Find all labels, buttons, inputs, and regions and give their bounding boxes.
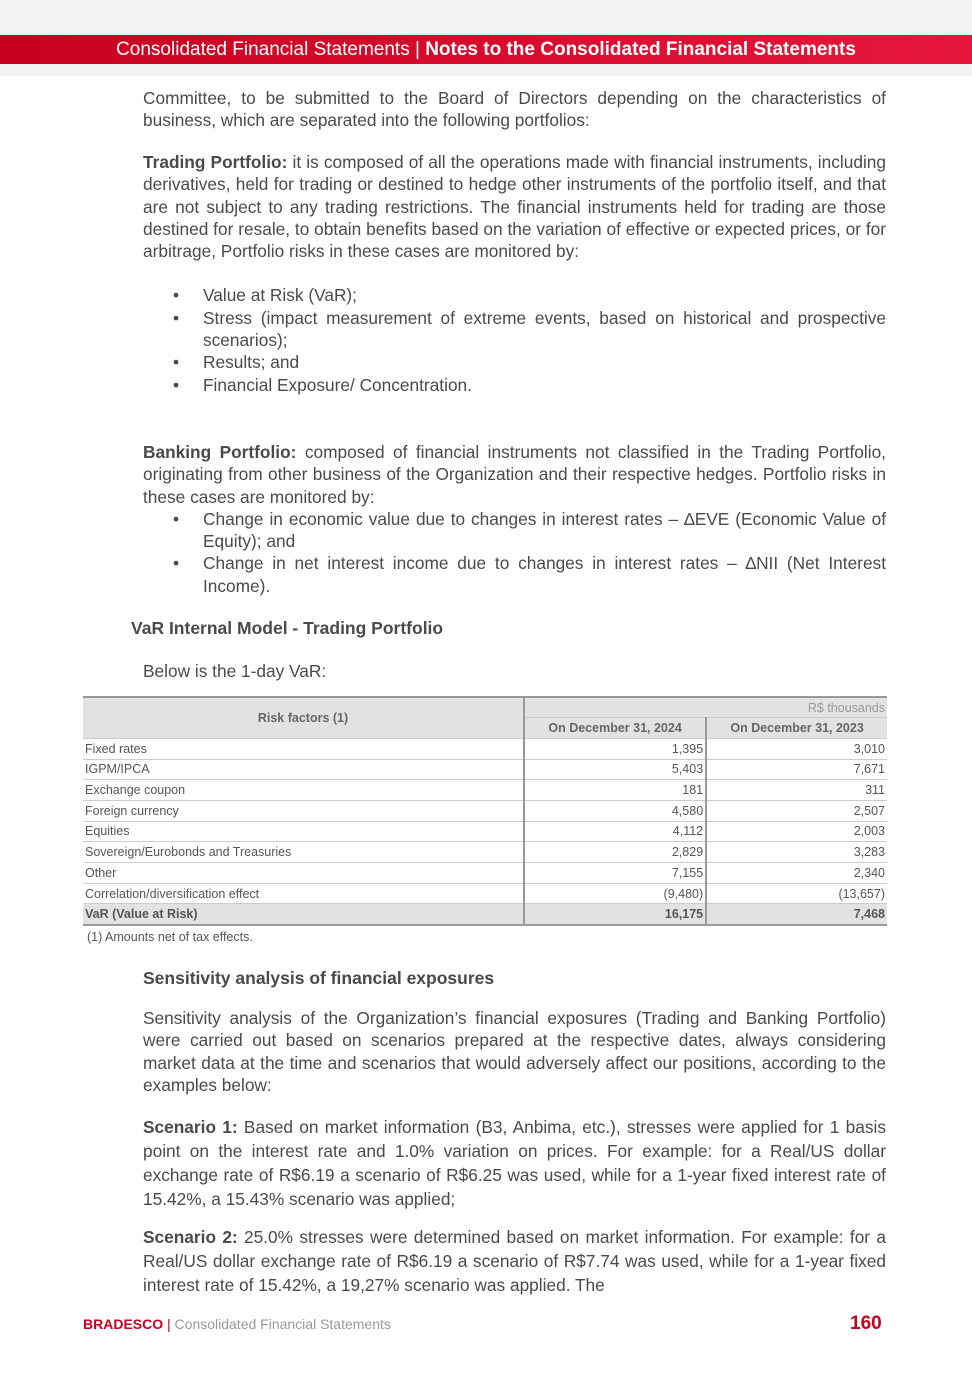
row-label: Sovereign/Eurobonds and Treasuries bbox=[83, 842, 524, 863]
total-label: VaR (Value at Risk) bbox=[83, 904, 524, 925]
header-title: Notes to the Consolidated Financial Statements bbox=[425, 39, 856, 60]
value-2023: 7,671 bbox=[706, 759, 887, 780]
scenario-1-label: Scenario 1: bbox=[143, 1117, 238, 1137]
value-2024: 1,395 bbox=[524, 738, 706, 759]
row-label: Correlation/diversification effect bbox=[83, 883, 524, 904]
value-2024: 5,403 bbox=[524, 759, 706, 780]
banking-label: Banking Portfolio: bbox=[143, 442, 297, 462]
list-item: • Results; and bbox=[143, 351, 886, 373]
table-note: (1) Amounts net of tax effects. bbox=[87, 930, 253, 944]
value-2024: 7,155 bbox=[524, 863, 706, 884]
total-2023: 7,468 bbox=[706, 904, 887, 925]
table-row bbox=[83, 780, 887, 801]
banking-portfolio bbox=[143, 441, 886, 597]
header-banner bbox=[0, 35, 972, 64]
table-row bbox=[83, 863, 887, 884]
footer-brand: BRADESCO bbox=[83, 1316, 164, 1332]
row-label: Foreign currency bbox=[83, 800, 524, 821]
var-heading: VaR Internal Model - Trading Portfolio bbox=[131, 618, 444, 638]
value-2023: (13,657) bbox=[706, 883, 887, 904]
col-2024: On December 31, 2024 bbox=[524, 718, 706, 739]
row-label: Equities bbox=[83, 821, 524, 842]
table-row bbox=[83, 883, 887, 904]
value-2023: 3,283 bbox=[706, 842, 887, 863]
list-item: • Change in net interest income due to changes in interest rates – ∆NII (Net Interest Income). bbox=[143, 552, 886, 597]
banking-text: composed of financial instruments not classified in the Trading Portfolio, originating from other business of the Organization and their respective hedges. Portfolio risks in these cases are monitored by: bbox=[143, 442, 886, 507]
row-label: Other bbox=[83, 863, 524, 884]
page-number: 160 bbox=[850, 1313, 882, 1334]
value-2023: 3,010 bbox=[706, 738, 887, 759]
trading-portfolio bbox=[143, 151, 886, 396]
var-intro: Below is the 1-day VaR: bbox=[143, 661, 327, 681]
footer-separator: | bbox=[163, 1316, 175, 1332]
footer bbox=[83, 1316, 391, 1332]
sensitivity-heading: Sensitivity analysis of financial exposures bbox=[143, 968, 495, 988]
footer-text: Consolidated Financial Statements bbox=[174, 1316, 391, 1332]
value-2023: 2,340 bbox=[706, 863, 887, 884]
table-row bbox=[83, 759, 887, 780]
col-2023: On December 31, 2023 bbox=[706, 718, 887, 739]
table-row bbox=[83, 842, 887, 863]
value-2024: 2,829 bbox=[524, 842, 706, 863]
table-total-row bbox=[83, 904, 887, 925]
row-label: IGPM/IPCA bbox=[83, 759, 524, 780]
header-section: Consolidated Financial Statements bbox=[116, 39, 410, 60]
sensitivity-paragraph: Sensitivity analysis of the Organization’s financial exposures (Trading and Banking Portfolio) were carried out based on scenarios prepared at the respective dates, always considering market data at the time and scenarios that would adversely affect our positions, according to the examples below: bbox=[143, 1008, 886, 1095]
list-item: • Financial Exposure/ Concentration. bbox=[143, 374, 886, 396]
value-2024: (9,480) bbox=[524, 883, 706, 904]
value-2024: 4,112 bbox=[524, 821, 706, 842]
header-separator: | bbox=[414, 39, 420, 60]
value-2024: 181 bbox=[524, 780, 706, 801]
value-2023: 2,003 bbox=[706, 821, 887, 842]
var-table bbox=[83, 696, 887, 926]
list-item: • Change in economic value due to changes in interest rates – ∆EVE (Economic Value of Equity); and bbox=[143, 508, 886, 553]
total-2024: 16,175 bbox=[524, 904, 706, 925]
list-item: • Stress (impact measurement of extreme events, based on historical and prospective scenarios); bbox=[143, 307, 886, 352]
scenario-1-text: Based on market information (B3, Anbima, etc.), stresses were applied for 1 basis point on the interest rate and 1.0% variation on prices. For example: for a Real/US dollar exchange rate of R$6.19 a scenario of R$6.25 was used, while for a 1-year fixed interest rate of 15.42%, a 15.43% scenario was applied; bbox=[143, 1117, 887, 1209]
trading-text: it is composed of all the operations made with financial instruments, including derivatives, held for trading or destined to hedge other instruments of the portfolio itself, and that are not subject to any trading restrictions. The financial instruments held for trading are those destined for resale, to obtain benefits based on the variation of effective or expected prices, or for arbitrage, Portfolio risks in these cases are monitored by: bbox=[143, 152, 887, 262]
value-2024: 4,580 bbox=[524, 800, 706, 821]
scenario-2 bbox=[143, 1225, 886, 1297]
intro-paragraph: Committee, to be submitted to the Board of Directors depending on the characteristics of business, which are separated into the following portfolios: bbox=[143, 88, 886, 131]
row-label: Fixed rates bbox=[83, 738, 524, 759]
table-row bbox=[83, 738, 887, 759]
trading-label: Trading Portfolio: bbox=[143, 152, 288, 172]
col-risk-factors: Risk factors (1) bbox=[83, 697, 524, 738]
value-2023: 311 bbox=[706, 780, 887, 801]
unit-label: R$ thousands bbox=[524, 697, 887, 718]
scenario-2-text: 25.0% stresses were determined based on market information. For example: for a Real/US dollar exchange rate of R$6.19 a scenario of R$7.74 was used, while for a 1-year fixed interest rate of 15.42%, a 19,27% scenario was applied. The bbox=[143, 1227, 886, 1295]
value-2023: 2,507 bbox=[706, 800, 887, 821]
scenario-2-label: Scenario 2: bbox=[143, 1227, 238, 1247]
table-row bbox=[83, 821, 887, 842]
scenario-1 bbox=[143, 1115, 886, 1211]
list-item: • Value at Risk (VaR); bbox=[143, 284, 886, 306]
row-label: Exchange coupon bbox=[83, 780, 524, 801]
table-row bbox=[83, 800, 887, 821]
